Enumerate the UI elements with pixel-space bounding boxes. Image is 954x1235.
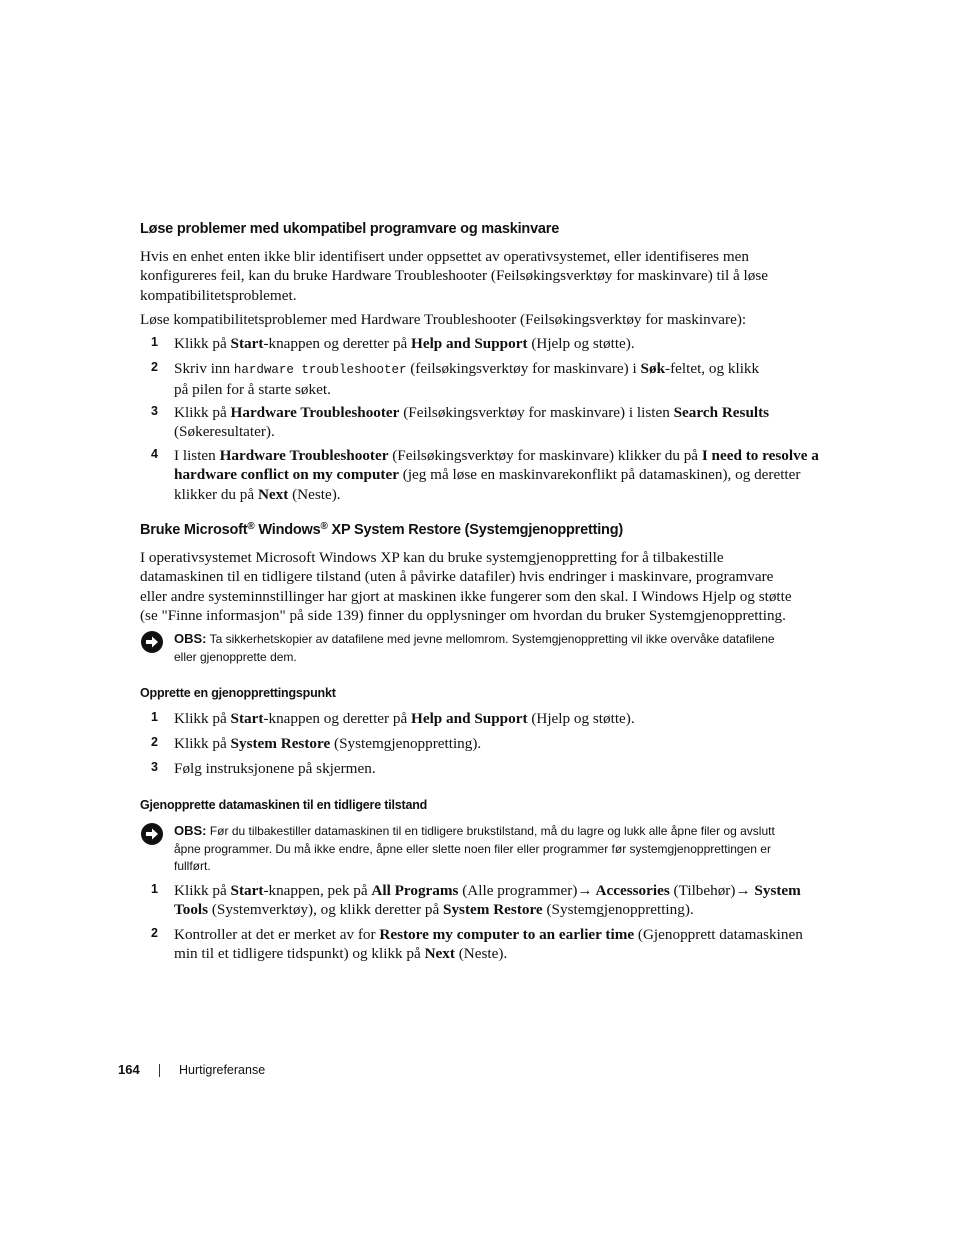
text-line: konfigureres feil, kan du bruke Hardware Troubleshooter (Feilsøkingsverktøy for maskinvare) til å løse bbox=[140, 267, 769, 285]
step-text: Klikk på Start-knappen, pek på All Programs (Alle programmer)→ Accessories (Tilbehør)→ System Tools (Systemverktøy), og klikk deretter på System Restore (Systemgjenoppretting). bbox=[174, 882, 801, 919]
notice-arrow-icon bbox=[140, 630, 164, 654]
text-line: kompatibilitetsproblemet. bbox=[140, 286, 297, 304]
text-line: Hvis en enhet enten ikke blir identifisert under oppsettet av operativsystemet, eller identifiseres men bbox=[140, 248, 749, 265]
footer-title: Hurtigreferanse bbox=[179, 1063, 266, 1077]
text-line: datamaskinen til en tidligere tilstand (uten å påvirke datafiler) hvis endringer i maskinvare, programvare bbox=[140, 568, 774, 586]
step-text: I listen Hardware Troubleshooter (Feilsøkingsverktøy for maskinvare) klikker du på I need to resolve a hardware conflict on my computer (jeg må løse en maskinvarekonflikt på datamaskinen), og deretter klikker du på Next (Neste). bbox=[174, 447, 819, 503]
section-heading-system-restore: Bruke Microsoft® Windows® XP System Restore (Systemgjenoppretting) bbox=[140, 521, 623, 538]
page-number: 164 bbox=[118, 1062, 140, 1077]
notice-text: OBS: Ta sikkerhetskopier av datafilene med jevne mellomrom. Systemgjenoppretting vil ikke overvåke datafilene eller gjenopprette dem. bbox=[174, 631, 775, 664]
arrow-icon: → bbox=[577, 882, 593, 899]
step-number: 1 bbox=[151, 335, 158, 349]
notice-arrow-icon bbox=[140, 822, 164, 846]
arrow-icon: → bbox=[735, 882, 751, 899]
step-number: 1 bbox=[151, 710, 158, 724]
step-number: 3 bbox=[151, 404, 158, 418]
section1-intro bbox=[140, 247, 812, 305]
text-line: (se "Finne informasjon" på side 139) finner du opplysninger om hvordan du bruker Systemgjenoppretting. bbox=[140, 606, 786, 624]
step-number: 4 bbox=[151, 447, 158, 461]
step-number: 2 bbox=[151, 735, 158, 749]
step-text: Skriv inn hardware troubleshooter (feilsøkingsverktøy for maskinvare) i Søk-feltet, og klikk på pilen for å starte søket. bbox=[174, 360, 760, 399]
step-text: Kontroller at det er merket av for Restore my computer to an earlier time (Gjenopprett datamaskinen min til et tidligere tidspunkt) og klikk på Next (Neste). bbox=[174, 926, 803, 963]
step-text: Klikk på Start-knappen og deretter på Help and Support (Hjelp og støtte). bbox=[174, 710, 635, 727]
step-text: Klikk på System Restore (Systemgjenoppretting). bbox=[174, 735, 482, 752]
footer-divider bbox=[159, 1064, 160, 1077]
notice-text: OBS: Før du tilbakestiller datamaskinen til en tidligere brukstilstand, må du lagre og lukk alle åpne filer og avslutt åpne programmer. Du må ikke endre, åpne eller slette noen filer eller programmer før systemgjenopprettingen er fullført. bbox=[174, 823, 775, 873]
text-line: I operativsystemet Microsoft Windows XP kan du bruke systemgjenoppretting for å tilbakestille bbox=[140, 549, 724, 566]
subheading-create-restore-point: Opprette en gjenopprettingspunkt bbox=[140, 686, 336, 700]
step-text: Følg instruksjonene på skjermen. bbox=[174, 760, 376, 777]
subheading-restore-computer: Gjenopprette datamaskinen til en tidligere tilstand bbox=[140, 798, 428, 812]
text-line: Løse kompatibilitetsproblemer med Hardware Troubleshooter (Feilsøkingsverktøy for maskinvare): bbox=[140, 311, 747, 328]
notice-label: OBS: bbox=[174, 631, 207, 646]
notice-label: OBS: bbox=[174, 823, 207, 838]
step-number: 3 bbox=[151, 760, 158, 774]
step-text: Klikk på Start-knappen og deretter på Help and Support (Hjelp og støtte). bbox=[174, 335, 635, 352]
step-number: 2 bbox=[151, 926, 158, 940]
step-number: 2 bbox=[151, 360, 158, 374]
section2-intro bbox=[140, 548, 812, 625]
section1-lead bbox=[140, 310, 812, 329]
step-number: 1 bbox=[151, 882, 158, 896]
text-line: eller andre systeminnstillinger har gjort at maskinen ikke fungerer som den skal. I Windows Hjelp og støtte bbox=[140, 587, 792, 605]
step-text: Klikk på Hardware Troubleshooter (Feilsøkingsverktøy for maskinvare) i listen Search Results (Søkeresultater). bbox=[174, 404, 770, 441]
section-heading-incompatible: Løse problemer med ukompatibel programvare og maskinvare bbox=[140, 221, 560, 237]
code-text: hardware troubleshooter bbox=[233, 363, 407, 377]
